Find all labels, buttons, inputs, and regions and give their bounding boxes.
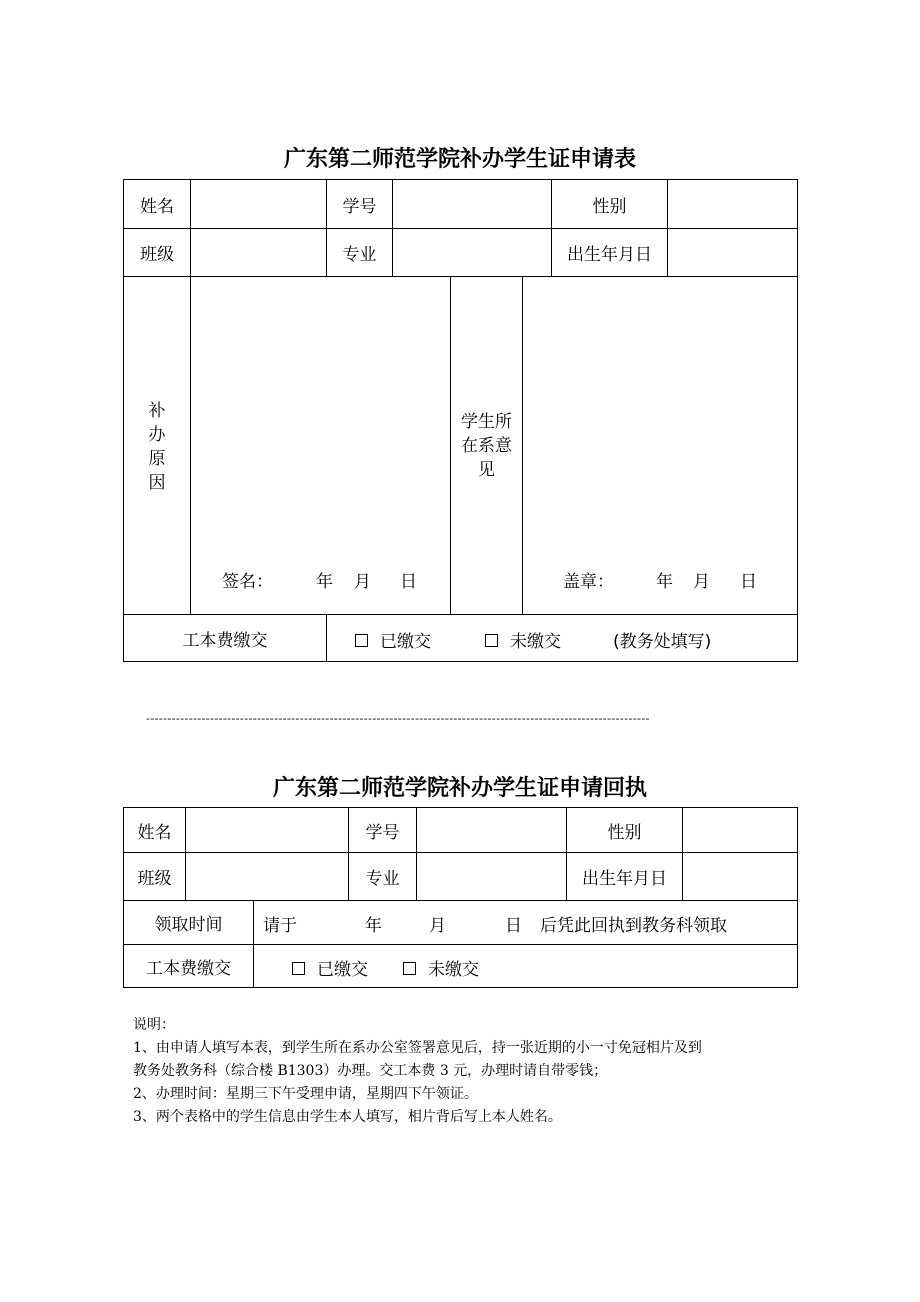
form1-dept-year: 年 [656,572,673,592]
form2-pickup-instructions: 后凭此回执到教务科领取 [540,916,727,936]
form2-pickup-please: 请于 [263,916,297,936]
notes-line: 2、办理时间：星期三下午受理申请，星期四下午领证。 [133,1086,478,1102]
notes-section [133,1014,702,1129]
form1-birth-date-label: 出生年月日 [567,245,652,265]
checkbox-icon[interactable] [292,962,305,975]
form1-title: 广东第二师范学院补办学生证申请表 [283,147,636,172]
form2-class-label: 班级 [137,869,172,889]
form1-dept-month: 月 [693,572,710,592]
form2-paid-option[interactable]: 已缴交 [292,955,368,980]
form1-dept-opinion-label: 学生所 在系意 见 [461,412,512,480]
form1-fill-note: (教务处填写) [613,632,712,652]
form1-class-label: 班级 [140,245,174,265]
notes-heading: 说明： [133,1017,175,1033]
cut-line-separator: ---------------------------------------------------------------------------------------------------------------------- [146,712,650,725]
form2-major-field[interactable] [417,853,566,900]
form1-dept-day: 日 [740,572,757,592]
form2-pickup-month: 月 [429,916,446,936]
form1-reason-label: 补 办 原 因 [148,401,166,493]
form2-gender-label: 性别 [607,822,642,843]
checkbox-icon[interactable] [355,634,368,647]
form1-gender-label: 性别 [592,196,627,217]
form1-student-id-label: 学号 [342,196,377,217]
form1-gender-field[interactable] [668,180,797,228]
checkbox-icon[interactable] [485,634,498,647]
form2-pickup-label: 领取时间 [154,915,223,935]
form1-name-label: 姓名 [140,196,174,217]
form1-class-field[interactable] [191,229,326,276]
form2-student-id-field[interactable] [417,808,566,852]
form1-reason-day: 日 [400,572,417,592]
form1-dept-opinion-field[interactable] [523,277,797,557]
form1-name-field[interactable] [191,180,326,228]
notes-line: 1、由申请人填写本表，到学生所在系办公室签署意见后，持一张近期的小一寸免冠相片及到 [133,1040,702,1056]
form1-major-label: 专业 [342,245,377,265]
form1-major-field[interactable] [393,229,551,276]
checkbox-icon[interactable] [403,962,416,975]
form2-birth-date-label: 出生年月日 [582,869,667,889]
form2-unpaid-option[interactable]: 未缴交 [403,955,479,980]
form2-birth-date-field[interactable] [683,853,797,900]
form1-student-id-field[interactable] [393,180,551,228]
form2-class-field[interactable] [186,853,348,900]
form2-major-label: 专业 [365,869,400,889]
form2-name-label: 姓名 [137,822,172,843]
form1-dept-stamp-label: 盖章： [563,572,614,592]
form1-reason-year: 年 [316,572,333,592]
form2-name-field[interactable] [186,808,348,852]
form1-reason-sign-label: 签名： [222,572,273,592]
form1-birth-date-field[interactable] [668,229,797,276]
form2-fee-label: 工本费缴交 [146,958,231,979]
form2-student-id-label: 学号 [365,822,400,843]
form2-pickup-day: 日 [505,916,522,936]
form2-title: 广东第二师范学院补办学生证申请回执 [272,776,647,801]
notes-line: 教务处教务科（综合楼 B1303）办理。交工本费 3 元，办理时请自带零钱； [133,1063,608,1079]
form2-gender-field[interactable] [683,808,797,852]
notes-line: 3、两个表格中的学生信息由学生本人填写，相片背后写上本人姓名。 [133,1109,562,1125]
form1-paid-option[interactable]: 已缴交 [355,627,431,652]
form1-fee-label: 工本费缴交 [182,630,268,651]
form1-reason-month: 月 [354,572,371,592]
form1-reason-field[interactable] [191,277,450,557]
form1-unpaid-option[interactable]: 未缴交 [485,627,561,652]
form2-pickup-year: 年 [365,916,382,936]
